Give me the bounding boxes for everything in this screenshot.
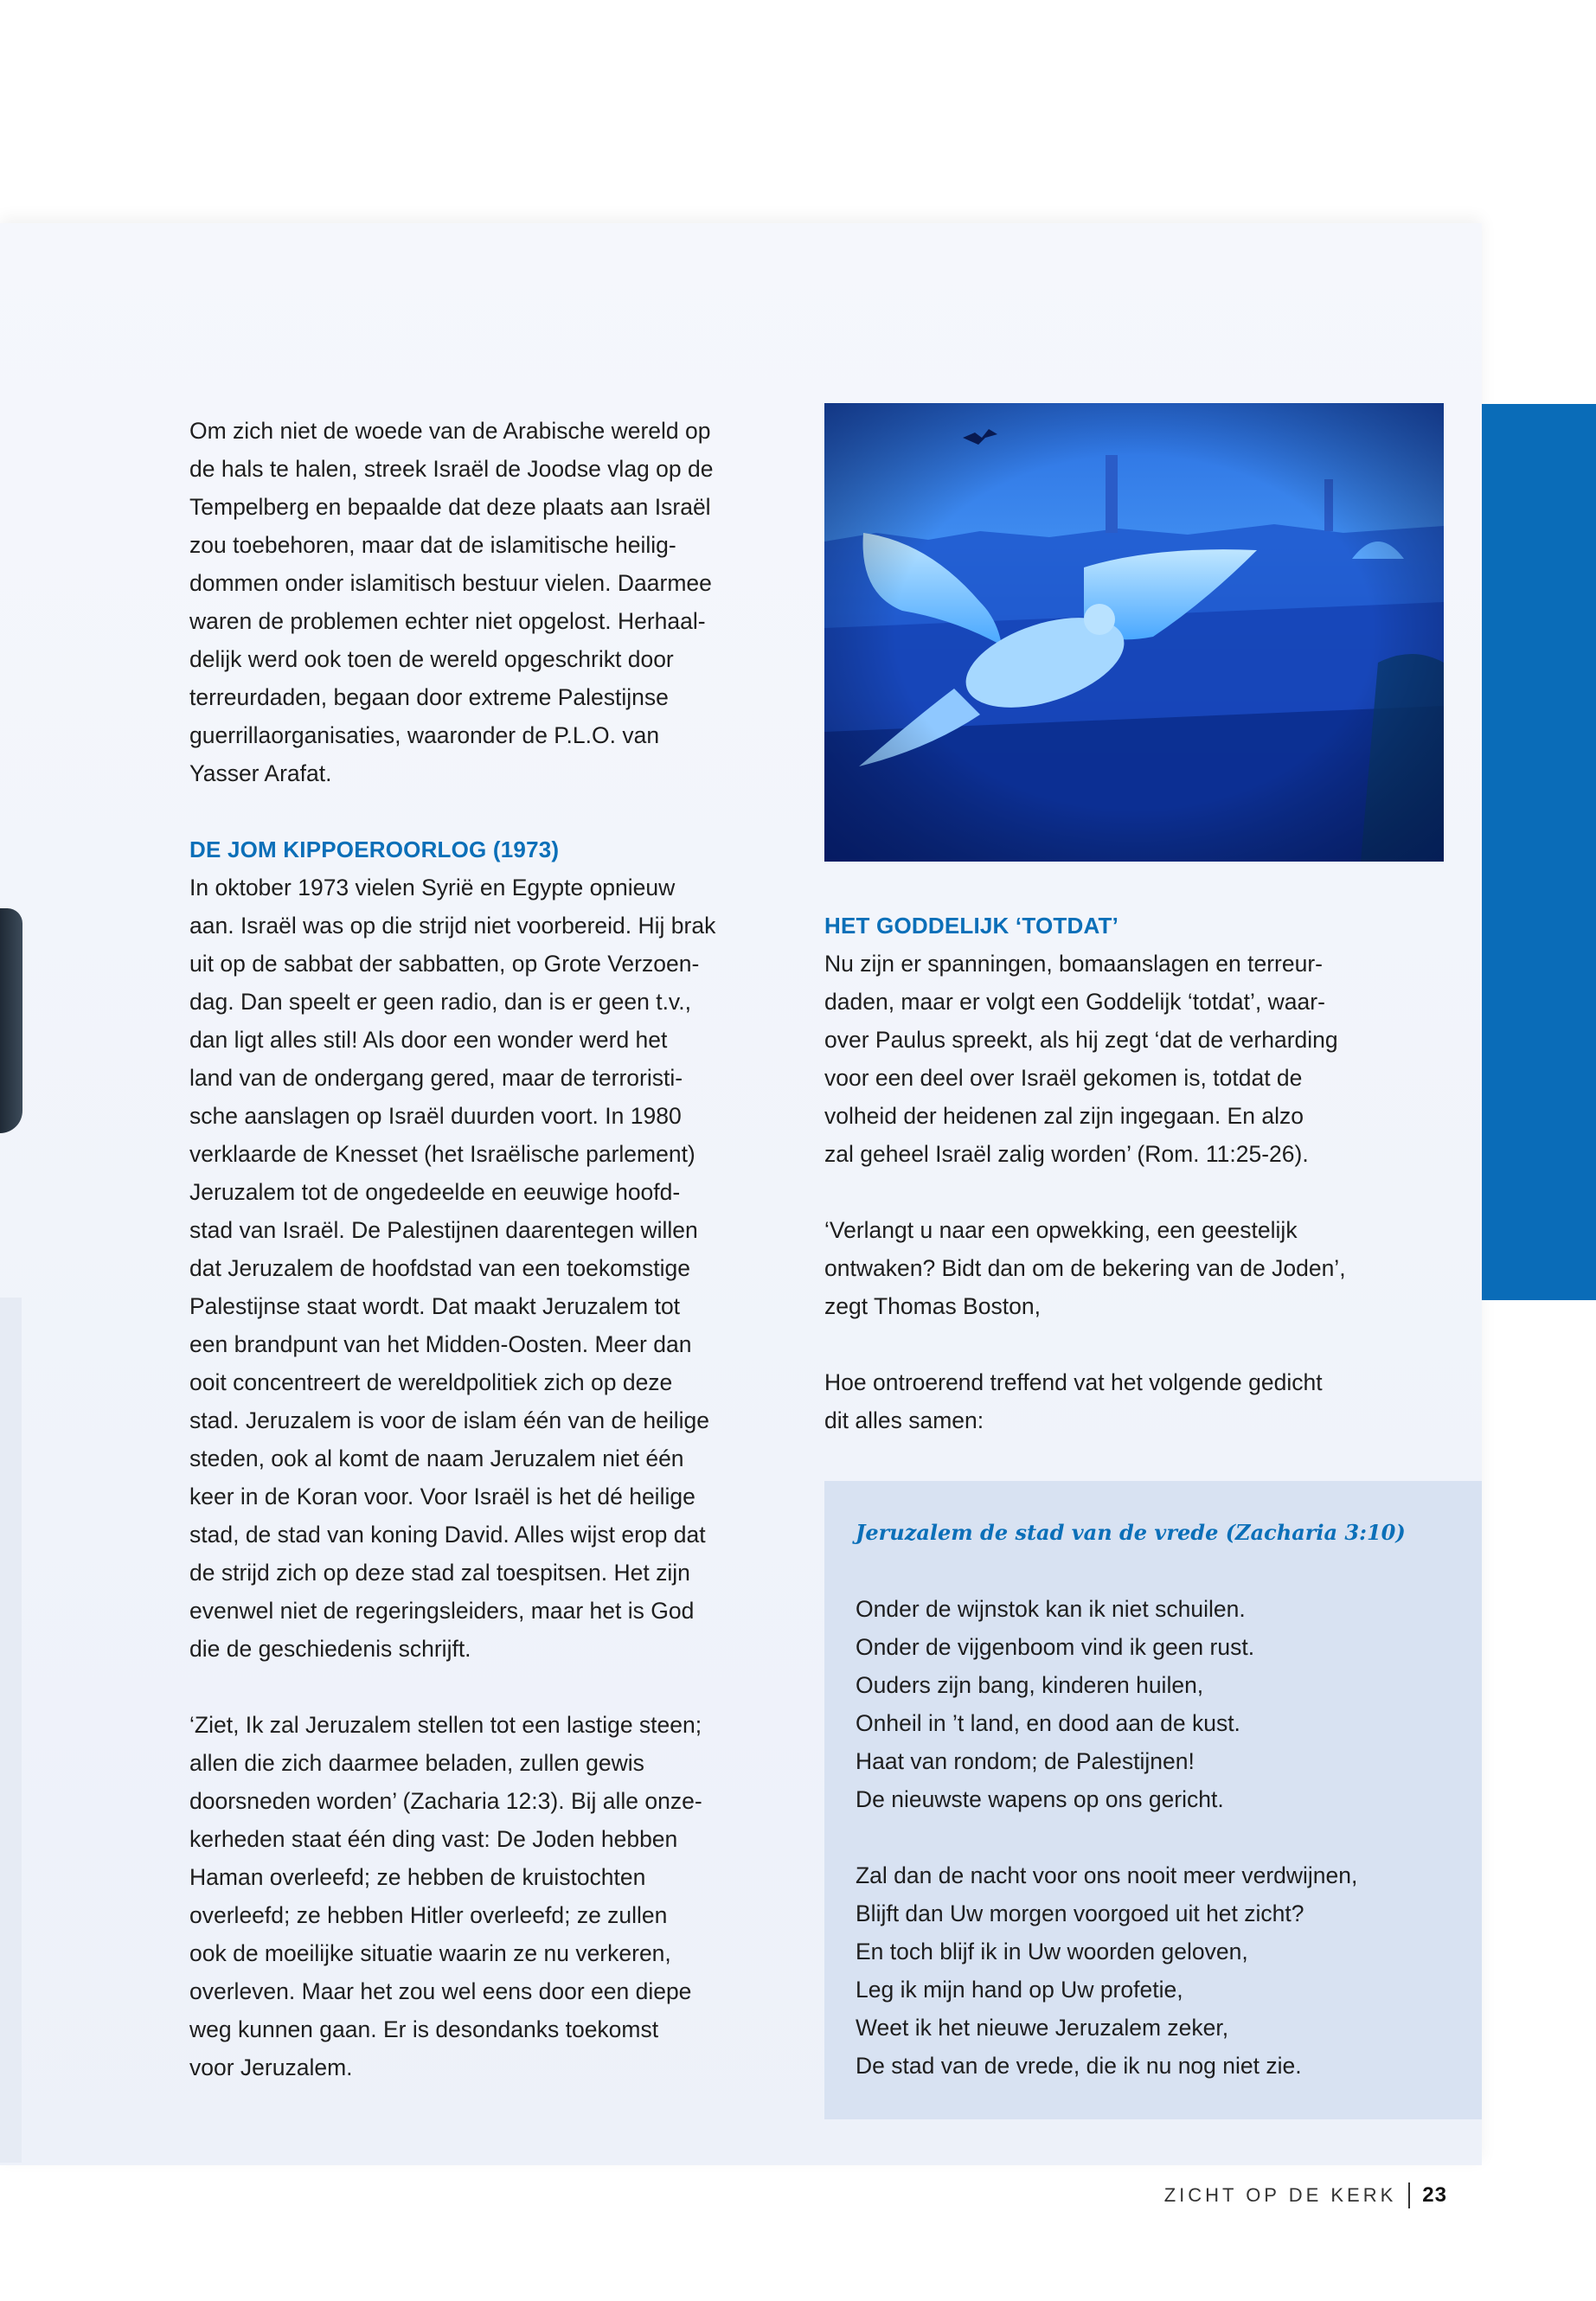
jom-kippoer-paragraph: In oktober 1973 vielen Syrië en Egypte opnieuw aan. Israël was op die strijd niet voorbereid. Hij brak uit op de sabbat der sabbatten, op Grote Verzoen- dag. Dan speelt er geen radio, dan is er geen t.v., dan ligt alles stil! Als door een wonder werd het land van de ondergang gered, maar de terroristi- sche aanslagen op Israël duurden voort. In 1980 verklaarde de Knesset (het Israëlische parlement) Jeruzalem tot de ongedeelde en eeuwige hoofd- stad van Israël. De Palestijnen daarentegen willen dat Jeruzalem de hoofdstad van een toekomstige Palestijnse staat wordt. Dat maakt Jeruzalem tot een brandpunt van het Midden-Oosten. Meer dan ooit concentreert de wereldpolitiek zich op deze stad. Jeruzalem is voor de islam één van de heilige steden, ook al komt de naam Jeruzalem niet één keer in de Koran voor. Voor Israël is het dé heilige stad, de stad van koning David. Alles wijst erop dat de strijd zich op deze stad zal toespitsen. Het zijn evenwel niet de regeringsleiders, maar het is God die de geschiedenis schrijft. <box>189 875 716 1662</box>
magazine-name: ZICHT OP DE KERK <box>1163 2184 1397 2206</box>
page-footer <box>1164 2182 1447 2208</box>
right-column <box>824 907 1421 1439</box>
page-number: 23 <box>1422 2183 1447 2207</box>
decorative-blue-bar <box>1482 404 1596 1300</box>
cropped-figure-image <box>0 908 22 1133</box>
poem-stanza-1: Onder de wijnstok kan ik niet schuilen. Onder de vijgenboom vind ik geen rust. Ouders zijn bang, kinderen huilen, Onheil in ’t land, en dood aan de kust. Haat van rondom; de Palestijnen! De nieuwste wapens op ons gericht. <box>856 1596 1255 1812</box>
closing-paragraph: Hoe ontroerend treffend vat het volgende gedicht dit alles samen: <box>824 1369 1323 1433</box>
thomas-boston-quote: ‘Verlangt u naar een opwekking, een geestelijk ontwaken? Bidt dan om de bekering van de Joden’, zegt Thomas Boston, <box>824 1217 1346 1319</box>
section-heading-goddelijk-totdat: HET GODDELIJK ‘TOTDAT’ <box>824 913 1119 939</box>
poem-stanza-2: Zal dan de nacht voor ons nooit meer verdwijnen, Blijft dan Uw morgen voorgoed uit het zicht? En toch blijf ik in Uw woorden geloven, Leg ik mijn hand op Uw profetie, Weet ik het nieuwe Jeruzalem zeker, De stad van de vrede, die ik nu nog niet zie. <box>856 1862 1358 2079</box>
totdat-paragraph: Nu zijn er spanningen, bomaanslagen en terreur- daden, maar er volgt een Goddelijk ‘totdat’, waar- over Paulus spreekt, als hij zegt ‘dat de verharding voor een deel over Israël gekomen is, totdat de volheid der heidenen zal zijn ingegaan. En alzo zal geheel Israël zalig worden’ (Rom. 11:25-26). <box>824 951 1338 1167</box>
left-column <box>189 412 778 2086</box>
footer-divider <box>1408 2182 1410 2208</box>
poem-box <box>824 1481 1482 2119</box>
dove-over-jerusalem-photo <box>824 403 1444 862</box>
section-heading-jom-kippoer: DE JOM KIPPOEROORLOG (1973) <box>189 836 560 862</box>
zacharia-quote-paragraph: ‘Ziet, Ik zal Jeruzalem stellen tot een lastige steen; allen die zich daarmee beladen, zullen gewis doorsneden worden’ (Zacharia 12:3). Bij alle onze- kerheden staat één ding vast: De Joden hebben Haman overleefd; ze hebben de kruistochten overleefd; ze hebben Hitler overleefd; ze zullen ook de moeilijke situatie waarin ze nu verkeren, overleven. Maar het zou wel eens door een diepe weg kunnen gaan. Er is desondanks toekomst voor Jeruzalem. <box>189 1712 702 2080</box>
left-edge-strip <box>0 1298 22 2163</box>
poem-title: Jeruzalem de stad van de vrede (Zacharia 3:10) <box>856 1520 1406 1545</box>
intro-paragraph: Om zich niet de woede van de Arabische wereld op de hals te halen, streek Israël de Joodse vlag op de Tempelberg en bepaalde dat deze plaats aan Israël zou toebehoren, maar dat de islamitische heilig- dommen onder islamitisch bestuur vielen. Daarmee waren de problemen echter niet opgelost. Herhaal- delijk werd ook toen de wereld opgeschrikt door terreurdaden, begaan door extreme Palestijnse guerrillaorganisaties, waaronder de P.L.O. van Yasser Arafat. <box>189 418 714 786</box>
